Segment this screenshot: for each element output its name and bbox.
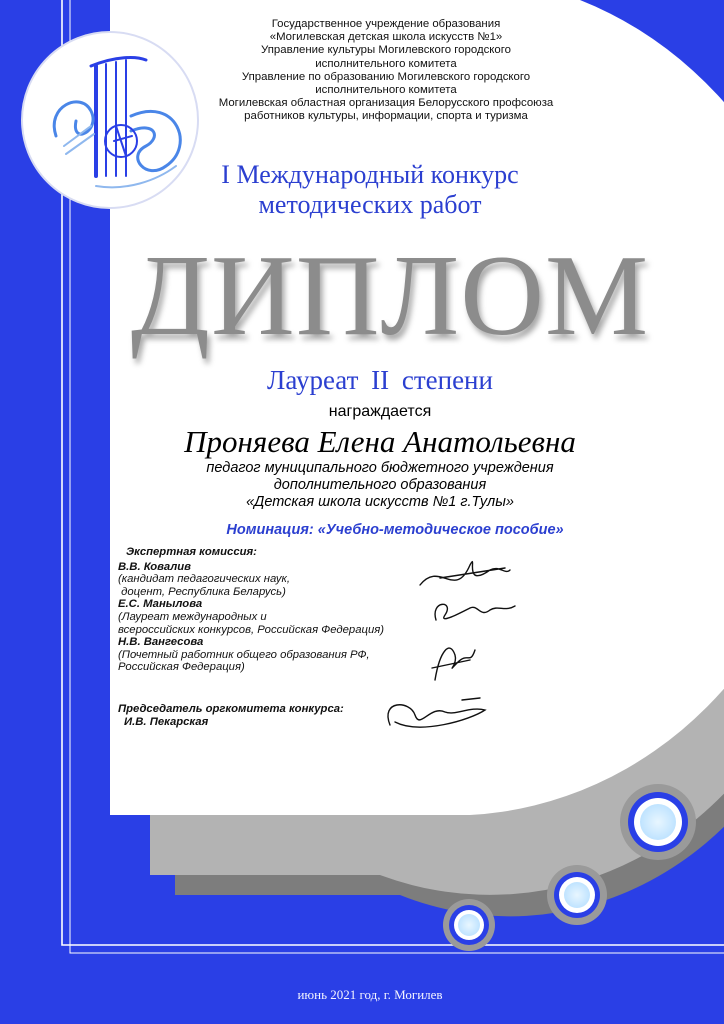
circle-decor-medium bbox=[547, 865, 607, 925]
contest-title bbox=[160, 160, 580, 220]
header-line: Государственное учреждение образования bbox=[271, 18, 501, 30]
header-line: Управление культуры Могилевского городского bbox=[261, 44, 511, 57]
contest-title-line-1: I Международный конкурс bbox=[221, 160, 519, 189]
jury-member-name: Н.В. Вангесова bbox=[118, 636, 204, 649]
header-line: исполнительного комитета bbox=[315, 84, 457, 97]
jury-member-details: Российская Федерация) bbox=[118, 661, 245, 674]
header-line: работников культуры, информации, спорта и туризма bbox=[244, 110, 528, 123]
jury-member-name: В.В. Ковалив bbox=[118, 560, 191, 573]
laureate-degree: Лауреат II степени bbox=[267, 365, 493, 395]
header-line: «Могилевская детская школа искусств №1» bbox=[269, 31, 503, 44]
position-line: педагог муниципального бюджетного учреждения bbox=[206, 460, 554, 476]
jury-member-details: (Почетный работник общего образования РФ, bbox=[118, 648, 370, 661]
contest-title-line-2: методических работ bbox=[258, 190, 482, 219]
recipient-position bbox=[180, 460, 580, 511]
header-line: Управление по образованию Могилевского городского bbox=[241, 70, 531, 83]
chair-name: И.В. Пекарская bbox=[124, 716, 209, 728]
jury-member-details: всероссийских конкурсов, Российская Федерация) bbox=[118, 623, 385, 636]
expert-commission bbox=[118, 546, 418, 674]
awarded-label: награждается bbox=[328, 403, 432, 420]
organizing-committee-chair bbox=[118, 703, 344, 729]
position-line: «Детская школа искусств №1 г.Тулы» bbox=[246, 494, 514, 510]
diploma-title: ДИПЛОМ bbox=[130, 232, 650, 360]
jury-member-details: (Лауреат международных и bbox=[118, 610, 267, 623]
chair-title: Председатель оргкомитета конкурса: bbox=[118, 703, 344, 715]
organizers-header bbox=[196, 18, 576, 124]
header-line: Могилевская областная организация Белорусского профсоюза bbox=[218, 97, 554, 110]
date-place-footer: июнь 2021 год, г. Могилев bbox=[297, 987, 443, 1002]
nomination: Номинация: «Учебно-методическое пособие» bbox=[226, 522, 564, 538]
jury-member-name: Е.С. Манылова bbox=[118, 598, 203, 611]
jury-heading: Экспертная комиссия: bbox=[126, 546, 257, 558]
circle-decor-small bbox=[443, 899, 495, 951]
circle-decor-large bbox=[620, 784, 696, 860]
recipient-name: Проняева Елена Анатольевна bbox=[184, 424, 576, 459]
jury-member-details: доцент, Республика Беларусь) bbox=[118, 585, 286, 598]
jury-member-details: (кандидат педагогических наук, bbox=[118, 573, 290, 586]
position-line: дополнительного образования bbox=[273, 477, 487, 493]
header-line: исполнительного комитета bbox=[315, 57, 457, 70]
